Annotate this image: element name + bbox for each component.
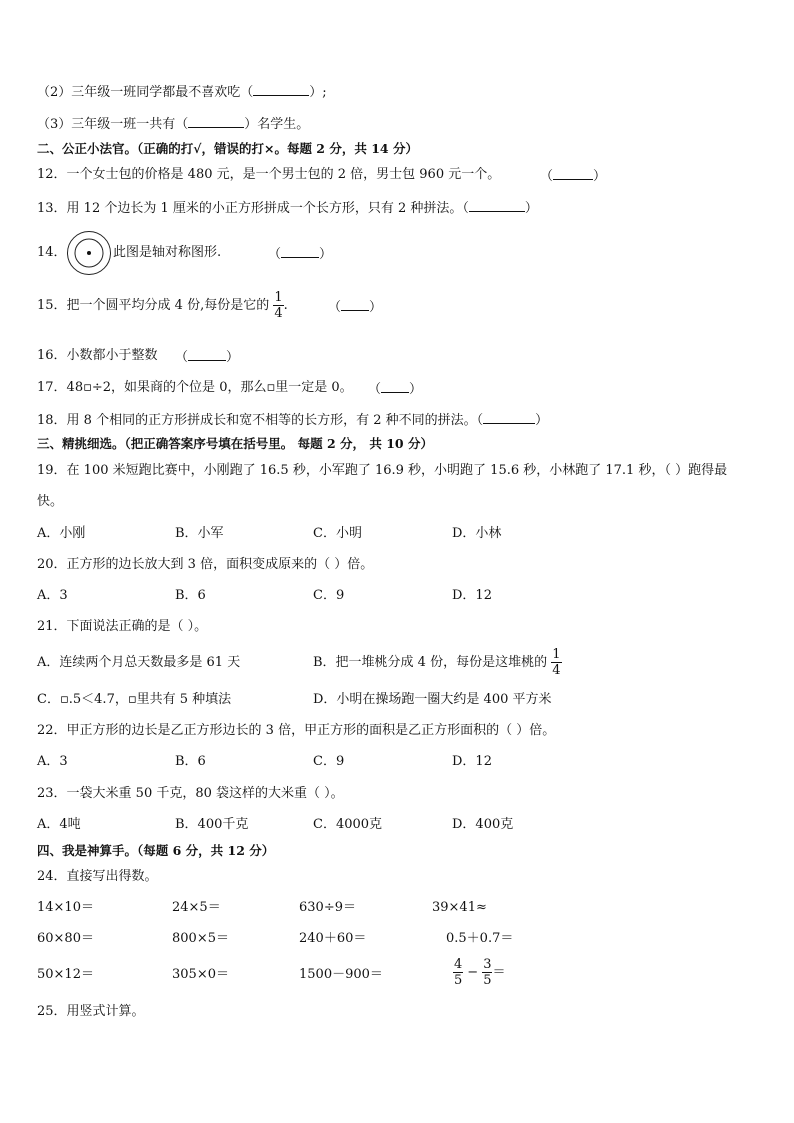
- question-item: （2）三年级一班同学都最不喜欢吃（ ）;: [37, 85, 327, 100]
- question-19-cont: 快。: [37, 494, 64, 509]
- question-16: 16．小数都小于整数: [37, 348, 158, 363]
- question-23: 23．一袋大米重 50 千克，80 袋这样的大米重（ ）。: [37, 786, 344, 801]
- answer-blank[interactable]: [188, 115, 244, 128]
- fraction: $\frac{4}{5}$: [454, 957, 463, 988]
- answer-paren: （ ）: [268, 247, 333, 262]
- answer-blank[interactable]: [381, 380, 409, 393]
- option-a[interactable]: A．3: [37, 588, 68, 603]
- question-item: （3）三年级一班一共有（ ）名学生。: [37, 117, 310, 132]
- option-c[interactable]: C．9: [313, 754, 345, 769]
- question-20: 20．正方形的边长放大到 3 倍，面积变成原来的（ ）倍。: [37, 557, 374, 572]
- option-b[interactable]: B．小军: [175, 526, 224, 541]
- option-b[interactable]: B．6: [175, 754, 206, 769]
- calc-item: 14×10＝: [37, 900, 94, 915]
- calc-item: 60×80＝: [37, 931, 94, 946]
- option-b[interactable]: B．把一堆桃分成 4 份，每份是这堆桃的 $\frac{1}{4}$: [313, 647, 561, 678]
- fraction: $\frac{1}{4}$: [274, 290, 283, 321]
- calc-item: 240＋60＝: [299, 931, 367, 946]
- option-a[interactable]: A．4吨: [37, 817, 81, 832]
- calc-item: 800×5＝: [172, 931, 229, 946]
- question-21: 21．下面说法正确的是（ ）。: [37, 619, 208, 634]
- option-a[interactable]: A．小刚: [37, 526, 86, 541]
- question-14: 14．: [37, 245, 67, 260]
- answer-paren: （ ）: [328, 300, 383, 315]
- option-b[interactable]: B．400千克: [175, 817, 249, 832]
- calc-item: 50×12＝: [37, 967, 94, 982]
- option-a[interactable]: A．3: [37, 754, 68, 769]
- option-d[interactable]: D．12: [452, 754, 492, 769]
- option-d[interactable]: D．12: [452, 588, 492, 603]
- option-d[interactable]: D．400克: [452, 817, 514, 832]
- answer-paren: （ ）: [368, 382, 423, 397]
- calc-item: 39×41≈: [432, 900, 487, 915]
- question-18: 18．用 8 个相同的正方形拼成长和宽不相等的长方形，有 2 种不同的拼法。（ ）: [37, 413, 549, 428]
- question-13: 13．用 12 个边长为 1 厘米的小正方形拼成一个长方形，只有 2 种拼法。（ ）: [37, 201, 538, 216]
- calc-item-fraction: $\frac{4}{5}$ − $\frac{3}{5}$ ＝: [454, 957, 506, 988]
- calc-item: 24×5＝: [172, 900, 221, 915]
- question-15: 15．把一个圆平均分成 4 份,每份是它的 $\frac{1}{4}$ .: [37, 290, 288, 321]
- section-title: 四、我是神算手。（每题 6 分，共 12 分）: [37, 843, 275, 858]
- question-25: 25．用竖式计算。: [37, 1004, 145, 1019]
- section-title: 三、精挑细选。（把正确答案序号填在括号里。 每题 2 分， 共 10 分）: [37, 436, 433, 451]
- option-d[interactable]: D．小林: [452, 526, 502, 541]
- calc-item: 0.5＋0.7＝: [446, 931, 514, 946]
- answer-blank[interactable]: [188, 348, 226, 361]
- fraction: $\frac{1}{4}$: [552, 647, 561, 678]
- question-22: 22．甲正方形的边长是乙正方形边长的 3 倍，甲正方形的面积是乙正方形面积的（ ）倍。: [37, 723, 556, 738]
- option-c[interactable]: C．4000克: [313, 817, 383, 832]
- question-19: 19．在 100 米短跑比赛中，小刚跑了 16.5 秒，小军跑了 16.9 秒，小明跑了 15.6 秒，小林跑了 17.1 秒，（ ）跑得最: [37, 463, 728, 478]
- option-c[interactable]: C．9: [313, 588, 345, 603]
- concentric-circles-figure: [66, 230, 112, 276]
- option-b[interactable]: B．6: [175, 588, 206, 603]
- answer-blank[interactable]: [341, 298, 369, 311]
- center-dot: [87, 251, 91, 255]
- question-24: 24．直接写出得数。: [37, 869, 158, 884]
- answer-blank[interactable]: [469, 199, 525, 212]
- answer-blank[interactable]: [483, 411, 535, 424]
- option-c[interactable]: C．小明: [313, 526, 362, 541]
- calc-item: 630÷9＝: [299, 900, 356, 915]
- question-14-text: 此图是轴对称图形.: [113, 245, 222, 260]
- answer-paren: （ ）: [540, 169, 607, 184]
- calc-item: 1500－900＝: [299, 967, 383, 982]
- option-a[interactable]: A．连续两个月总天数最多是 61 天: [37, 655, 241, 670]
- option-d[interactable]: D．小明在操场跑一圈大约是 400 平方米: [313, 692, 552, 707]
- question-12: 12．一个女士包的价格是 480 元，是一个男士包的 2 倍，男士包 960 元一个。: [37, 167, 501, 182]
- option-c[interactable]: C．▫.5＜4.7，▫里共有 5 种填法: [37, 692, 232, 707]
- fraction: $\frac{3}{5}$: [483, 957, 492, 988]
- answer-blank[interactable]: [281, 245, 319, 258]
- answer-blank[interactable]: [553, 167, 593, 180]
- question-17: 17．48▫÷2，如果商的个位是 0，那么▫里一定是 0。: [37, 380, 353, 395]
- answer-paren: （ ）: [175, 350, 240, 365]
- section-title: 二、公正小法官。（正确的打√，错误的打×。每题 2 分，共 14 分）: [37, 141, 418, 156]
- answer-blank[interactable]: [253, 83, 309, 96]
- calc-item: 305×0＝: [172, 967, 229, 982]
